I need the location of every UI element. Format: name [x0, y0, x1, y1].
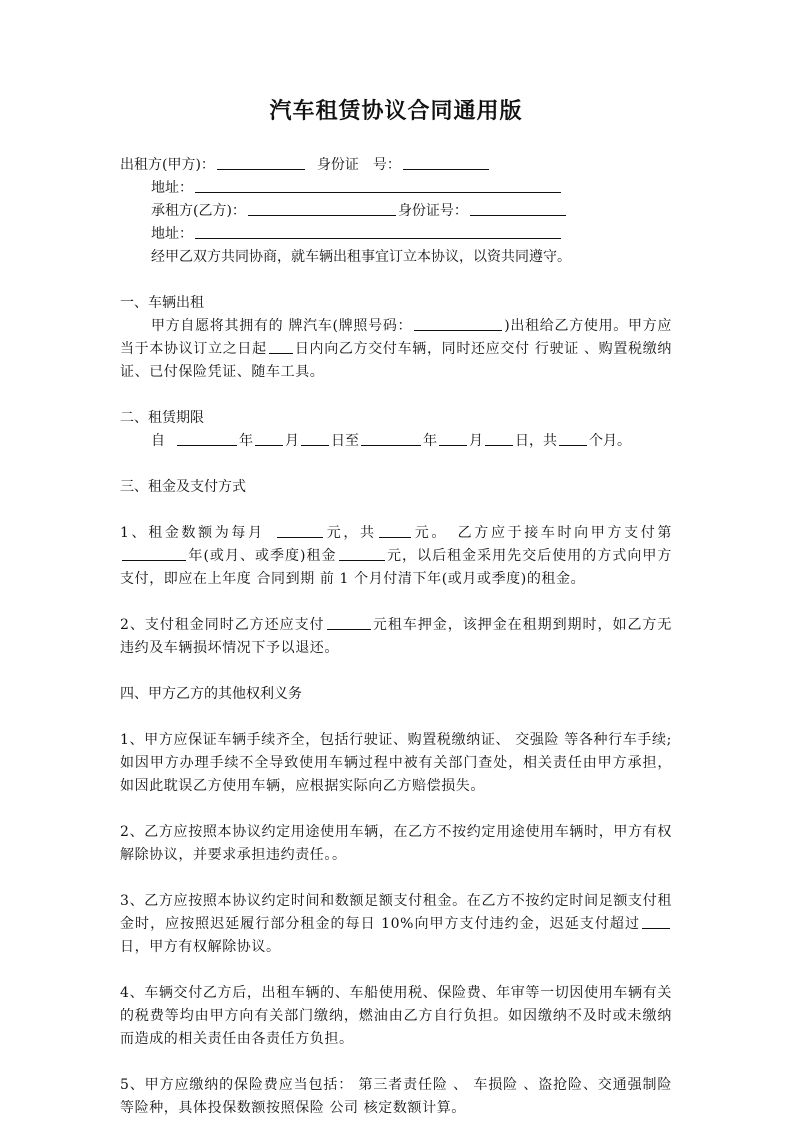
rent-text-b: 元，共 — [324, 525, 377, 541]
lessor-id-blank — [403, 154, 489, 170]
deposit-blank — [327, 614, 371, 630]
end-month-blank — [439, 430, 467, 446]
section1-heading: 一、车辆出租 — [120, 295, 204, 311]
year-label-2: 年 — [423, 433, 437, 449]
section1-text-b: )出租给乙方使用。甲方应当于本协议订立之日起 — [120, 318, 673, 357]
lessor-address-blank — [195, 177, 561, 193]
month-label-2: 月 — [469, 433, 483, 449]
lessee-line — [120, 200, 672, 223]
deposit-text-b: 元租车押金，该押金在租期到期时，如乙方无违约及车辆损坏情况下予以退还。 — [120, 617, 672, 656]
lessee-address-line — [120, 223, 672, 246]
rent-text-c: 元。 乙方应于接车时向甲方支付第 — [412, 525, 672, 541]
contract-document — [120, 96, 672, 1120]
rent-amount-paragraph — [120, 522, 672, 591]
id-label-1: 身份证 号： — [316, 157, 401, 173]
address-label-2: 地址： — [151, 226, 193, 242]
document-title: 汽车租赁协议合同通用版 — [269, 98, 523, 124]
id-label-2: 身份证号： — [397, 203, 468, 219]
section3-heading: 三、租金及支付方式 — [120, 479, 246, 495]
day-to-label: 日至 — [331, 433, 359, 449]
lessee-id-blank — [470, 200, 566, 216]
section1-text-a: 甲方自愿将其拥有的 牌汽车(牌照号码： — [151, 318, 413, 334]
start-year-blank — [177, 430, 237, 446]
end-day-blank — [485, 430, 513, 446]
day-total-label: 日，共 — [515, 433, 557, 449]
year-label-1: 年 — [239, 433, 253, 449]
address-label-1: 地址： — [151, 180, 193, 196]
months-label: 个月。 — [589, 433, 631, 449]
month-label-1: 月 — [285, 433, 299, 449]
lessee-address-blank — [195, 223, 561, 239]
total-months-blank — [559, 430, 587, 446]
late-payment-text-b: 日，甲方有权解除协议。 — [120, 939, 281, 955]
start-day-blank — [301, 430, 329, 446]
obligation-item-1: 1、甲方应保证车辆手续齐全，包括行驶证、购置税缴纳证、 交强险 等各种行车手续;如因甲方办理手续不全导致使用车辆过程中被有关部门查处，相关责任由甲方承担，如因此耽误乙方使用车辆，应根据实际向乙方赔偿损失。 — [120, 732, 672, 794]
plate-number-blank — [414, 315, 502, 331]
deposit-paragraph — [120, 614, 672, 660]
first-period-blank — [122, 545, 186, 561]
delivery-days-blank — [269, 338, 293, 354]
lessor-address-line — [120, 177, 672, 200]
intro-line: 经甲乙双方共同协商，就车辆出租事宜订立本协议，以资共同遵守。 — [151, 249, 571, 265]
deposit-text-a: 2、支付租金同时乙方还应支付 — [120, 617, 325, 633]
section1-text-c: 日内向乙方交付车辆，同时还应交付 行驶证 、购置税缴纳证、已付保险凭证、随车工具。 — [120, 341, 672, 380]
start-month-blank — [255, 430, 283, 446]
obligation-item-3 — [120, 890, 672, 959]
lease-period-line — [120, 430, 672, 453]
rent-text-d: 年(或月、或季度)租金 — [188, 548, 337, 564]
lessee-name-blank — [248, 200, 396, 216]
first-rent-blank — [339, 545, 385, 561]
total-rent-blank — [379, 522, 411, 538]
obligation-item-5: 5、甲方应缴纳的保险费应当包括： 第三者责任险 、 车损险 、盗抢险、交通强制险等险种，具体投保数额按照保险 公司 核定数额计算。 — [120, 1077, 672, 1116]
monthly-rent-blank — [277, 522, 323, 538]
from-label: 自 — [151, 433, 165, 449]
late-days-blank — [642, 913, 670, 929]
section4-heading: 四、甲方乙方的其他权利义务 — [120, 686, 302, 702]
obligation-item-2: 2、乙方应按照本协议约定用途使用车辆，在乙方不按约定用途使用车辆时，甲方有权解除协议，并要求承担违约责任。。 — [120, 824, 672, 863]
lessor-label: 出租方(甲方)： — [120, 157, 215, 173]
section2-heading: 二、租赁期限 — [120, 410, 204, 426]
obligation-item-4: 4、车辆交付乙方后，出租车辆的、车船使用税、保险费、年审等一切因使用车辆有关的税费等均由甲方向有关部门缴纳，燃油由乙方自行负担。如因缴纳不及时或未缴纳而造成的相关责任由各责任方负担。 — [120, 985, 672, 1047]
rent-text-e: 元，以后租金采用先交后使用的方式向甲方支付，即应在上年度 合同到期 前 1 个月付清下年(或月或季度)的租金。 — [120, 548, 672, 587]
lessor-line — [120, 154, 672, 177]
section1-paragraph — [120, 315, 672, 384]
lessee-label: 承租方(乙方)： — [151, 203, 246, 219]
end-year-blank — [361, 430, 421, 446]
late-payment-text-a: 3、乙方应按照本协议约定时间和数额足额支付租金。在乙方不按约定时间足额支付租金时，应按照迟延履行部分租金的每日 10%向甲方支付违约金，迟延支付超过 — [120, 893, 672, 932]
rent-text-a: 1、租金数额为每月 — [120, 525, 265, 541]
lessor-name-blank — [217, 154, 305, 170]
